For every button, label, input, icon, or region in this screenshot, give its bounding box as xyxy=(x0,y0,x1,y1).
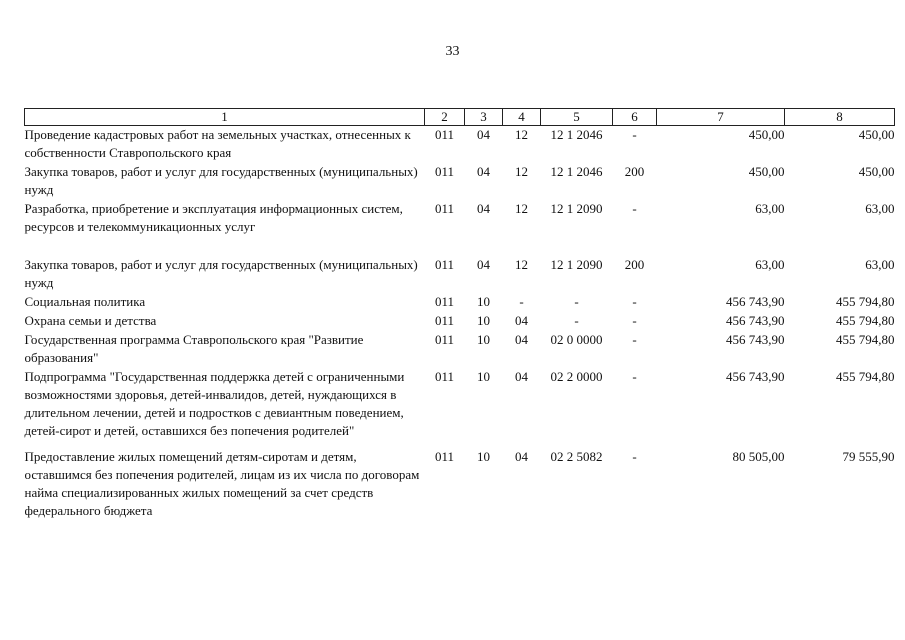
row-expense-type: - xyxy=(632,332,637,347)
table-row xyxy=(25,200,895,256)
row-name: Государственная программа Ставропольского края "Развитие образования" xyxy=(24,332,364,365)
row-expense-type: - xyxy=(632,201,637,216)
row-target-article: - xyxy=(574,313,579,328)
row-section-code: 10 xyxy=(477,332,490,347)
row-amount-col7: 456 743,90 xyxy=(726,313,785,328)
row-amount-col7: 80 505,00 xyxy=(732,449,785,464)
row-subsection-code: 04 xyxy=(515,369,528,384)
row-section-code: 04 xyxy=(477,257,490,272)
table-row xyxy=(25,368,895,448)
row-ministry-code: 011 xyxy=(434,164,455,179)
row-amount-col7: 456 743,90 xyxy=(726,294,785,309)
row-amount-col7: 63,00 xyxy=(755,257,785,272)
row-ministry-code: 011 xyxy=(434,369,455,384)
header-col-4: 4 xyxy=(503,109,541,126)
row-expense-type: - xyxy=(632,294,637,309)
row-amount-col8: 455 794,80 xyxy=(836,332,895,347)
table-row xyxy=(25,312,895,331)
row-amount-col8: 63,00 xyxy=(865,201,895,216)
row-target-article: 02 2 0000 xyxy=(550,369,603,384)
row-ministry-code: 011 xyxy=(434,313,455,328)
header-col-8: 8 xyxy=(785,109,895,126)
header-col-6: 6 xyxy=(613,109,657,126)
row-target-article: 12 1 2046 xyxy=(550,127,603,142)
row-name: Проведение кадастровых работ на земельных участках, отнесенных к собственности Ставропольского края xyxy=(24,127,411,160)
row-section-code: 10 xyxy=(477,294,490,309)
row-expense-type: - xyxy=(632,313,637,328)
row-name: Охрана семьи и детства xyxy=(24,313,157,328)
table-row xyxy=(25,256,895,293)
row-section-code: 04 xyxy=(477,127,490,142)
row-ministry-code: 011 xyxy=(434,294,455,309)
row-ministry-code: 011 xyxy=(434,127,455,142)
header-row xyxy=(25,109,895,126)
row-name: Предоставление жилых помещений детям-сиротам и детям, оставшимся без попечения родителей, лицам из их числа по договорам найма специализированных жилых помещений за счет средств федерального бюджета xyxy=(24,449,420,518)
row-subsection-code: 04 xyxy=(515,313,528,328)
row-ministry-code: 011 xyxy=(434,257,455,272)
row-amount-col8: 450,00 xyxy=(858,127,895,142)
row-subsection-code: 12 xyxy=(515,164,528,179)
row-section-code: 10 xyxy=(477,313,490,328)
row-subsection-code: 12 xyxy=(515,127,528,142)
row-subsection-code: 12 xyxy=(515,201,528,216)
table-row xyxy=(25,448,895,521)
table-row xyxy=(25,331,895,368)
row-target-article: 12 1 2090 xyxy=(550,257,603,272)
row-section-code: 10 xyxy=(477,369,490,384)
row-target-article: 12 1 2090 xyxy=(550,201,603,216)
row-name: Социальная политика xyxy=(24,294,146,309)
row-section-code: 10 xyxy=(477,449,490,464)
row-expense-type: 200 xyxy=(624,164,645,179)
row-amount-col8: 450,00 xyxy=(858,164,895,179)
header-col-1: 1 xyxy=(25,109,425,126)
row-expense-type: 200 xyxy=(624,257,645,272)
budget-table xyxy=(24,108,895,521)
row-amount-col7: 456 743,90 xyxy=(726,369,785,384)
table-row xyxy=(25,293,895,312)
row-subsection-code: 04 xyxy=(515,332,528,347)
row-subsection-code: 04 xyxy=(515,449,528,464)
header-col-5: 5 xyxy=(541,109,613,126)
row-target-article: 12 1 2046 xyxy=(550,164,603,179)
row-subsection-code: - xyxy=(519,294,524,309)
row-amount-col7: 450,00 xyxy=(748,127,785,142)
header-col-7: 7 xyxy=(657,109,785,126)
row-ministry-code: 011 xyxy=(434,201,455,216)
header-col-3: 3 xyxy=(465,109,503,126)
row-name: Подпрограмма "Государственная поддержка детей с ограниченными возможностями здоровья, детей-инвалидов, детей, нуждающихся в длительном лечении, детей и подростков с девиантным поведением, детей-сирот и детей, оставшихся без попечения родителей" xyxy=(24,369,405,438)
row-expense-type: - xyxy=(632,369,637,384)
row-section-code: 04 xyxy=(477,201,490,216)
row-name: Разработка, приобретение и эксплуатация информационных систем, ресурсов и телекоммуникационных услуг xyxy=(24,201,403,234)
row-subsection-code: 12 xyxy=(515,257,528,272)
row-amount-col8: 455 794,80 xyxy=(836,313,895,328)
row-target-article: - xyxy=(574,294,579,309)
row-name: Закупка товаров, работ и услуг для государственных (муниципальных) нужд xyxy=(24,257,418,290)
row-target-article: 02 0 0000 xyxy=(550,332,603,347)
row-ministry-code: 011 xyxy=(434,449,455,464)
row-amount-col7: 63,00 xyxy=(755,201,785,216)
row-amount-col7: 450,00 xyxy=(748,164,785,179)
header-col-2: 2 xyxy=(425,109,465,126)
row-name: Закупка товаров, работ и услуг для государственных (муниципальных) нужд xyxy=(24,164,418,197)
row-target-article: 02 2 5082 xyxy=(550,449,603,464)
row-ministry-code: 011 xyxy=(434,332,455,347)
row-expense-type: - xyxy=(632,127,637,142)
table-row xyxy=(25,163,895,200)
row-amount-col8: 455 794,80 xyxy=(836,369,895,384)
table-row xyxy=(25,126,895,164)
row-section-code: 04 xyxy=(477,164,490,179)
row-expense-type: - xyxy=(632,449,637,464)
page-number: 33 xyxy=(445,44,460,59)
row-amount-col8: 63,00 xyxy=(865,257,895,272)
row-amount-col7: 456 743,90 xyxy=(726,332,785,347)
row-amount-col8: 79 555,90 xyxy=(842,449,895,464)
row-amount-col8: 455 794,80 xyxy=(836,294,895,309)
